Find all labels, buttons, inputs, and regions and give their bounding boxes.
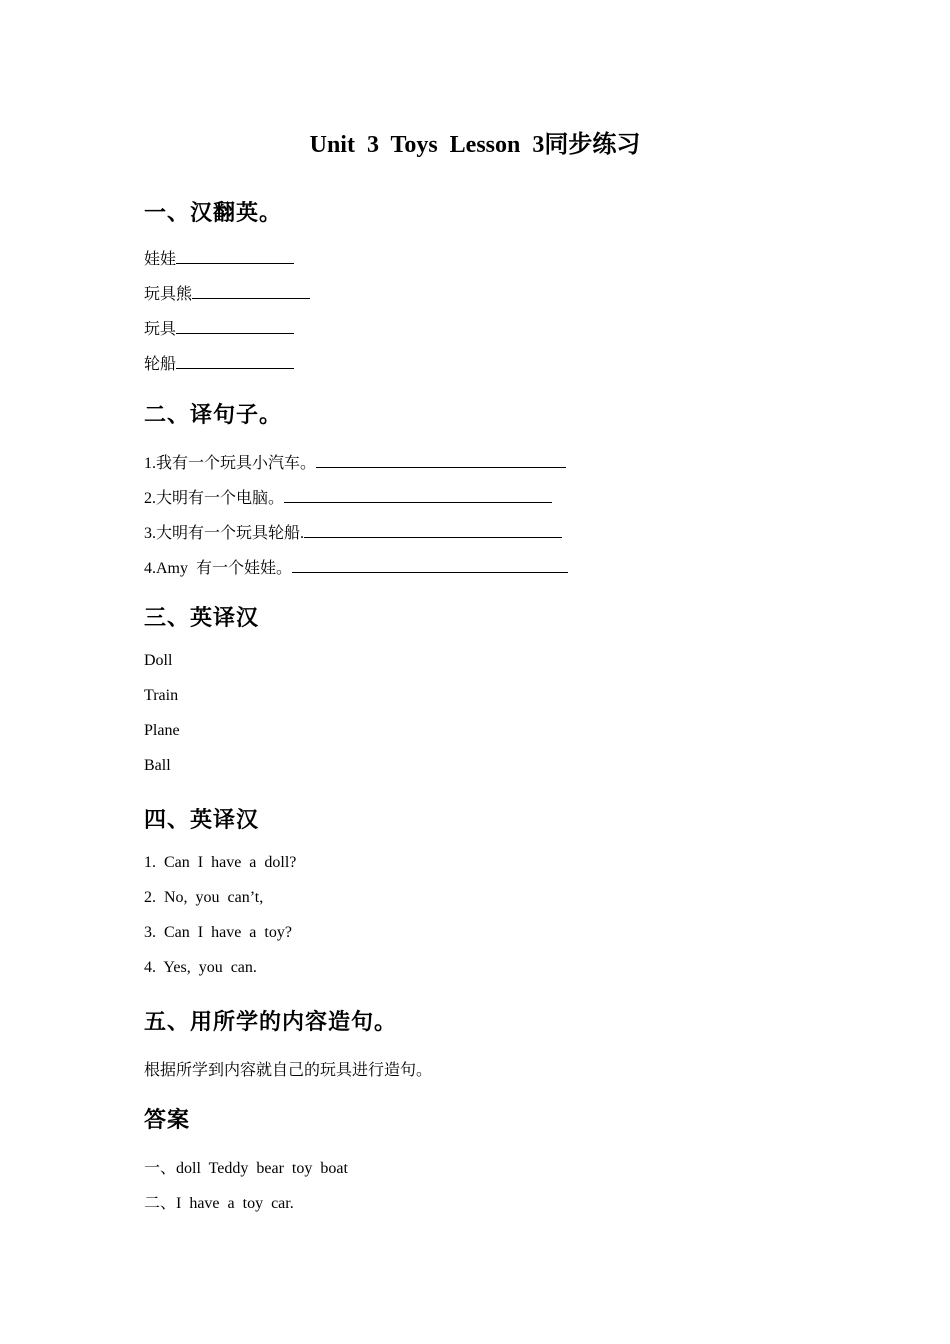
- list-item: [144, 555, 568, 578]
- answer-blank: [192, 284, 310, 299]
- item-text: 轮船: [144, 356, 177, 373]
- list-item: [144, 450, 566, 473]
- instruction-text: 根据所学到内容就自己的玩具进行造句。: [144, 1062, 433, 1079]
- answer-blank: [284, 488, 552, 503]
- list-item: Doll: [144, 652, 173, 669]
- item-text: 玩具: [144, 321, 177, 338]
- list-item: [144, 520, 562, 543]
- answer-blank: [176, 319, 294, 334]
- item-text: 娃娃: [144, 251, 177, 268]
- list-item: [144, 281, 310, 304]
- list-item: [144, 246, 294, 269]
- list-item: [144, 351, 294, 374]
- list-item: 1. Can I have a doll?: [144, 854, 297, 871]
- list-item: Ball: [144, 757, 171, 774]
- section-heading-3: 三、英译汉: [144, 605, 260, 630]
- section-heading-1: 一、汉翻英。: [144, 200, 283, 225]
- item-text: 2.大明有一个电脑。: [144, 490, 285, 507]
- answer-blank: [304, 523, 562, 538]
- item-text: 1.我有一个玩具小汽车。: [144, 455, 317, 472]
- answer-blank: [176, 249, 294, 264]
- list-item: 3. Can I have a toy?: [144, 924, 292, 941]
- item-text: 玩具熊: [144, 286, 193, 303]
- section-heading-5: 五、用所学的内容造句。: [144, 1009, 398, 1034]
- item-text: 4.Amy 有一个娃娃。: [144, 560, 293, 577]
- answer-blank: [292, 558, 568, 573]
- answer-line: 二、I have a toy car.: [144, 1195, 294, 1212]
- list-item: [144, 485, 552, 508]
- answers-heading: 答案: [144, 1107, 191, 1132]
- list-item: Plane: [144, 722, 180, 739]
- answer-blank: [176, 354, 294, 369]
- page-title: Unit 3 Toys Lesson 3同步练习: [309, 132, 641, 158]
- section-heading-2: 二、译句子。: [144, 402, 283, 427]
- section-heading-4: 四、英译汉: [144, 807, 260, 832]
- list-item: Train: [144, 687, 179, 704]
- list-item: 2. No, you can’t,: [144, 889, 264, 906]
- list-item: 4. Yes, you can.: [144, 959, 257, 976]
- answer-line: 一、doll Teddy bear toy boat: [144, 1160, 348, 1177]
- answer-blank: [316, 453, 566, 468]
- item-text: 3.大明有一个玩具轮船.: [144, 525, 305, 542]
- list-item: [144, 316, 294, 339]
